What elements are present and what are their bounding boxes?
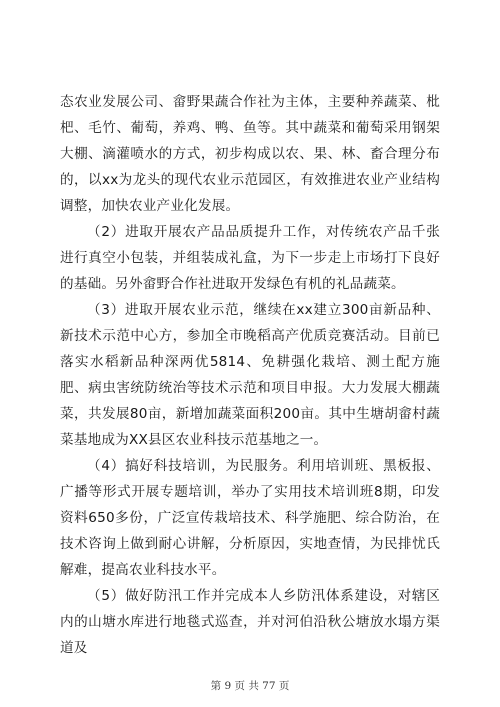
document-body [60, 89, 440, 661]
paragraph-item-4: （4）搞好科技培训，为民服务。利用培训班、黑板报、广播等形式开展专题培训，举办了实用技术培训班8期，印发资料650多份，广泛宣传栽培技术、科学施肥、综合防治，在技术咨询上做到耐心讲解，分析原因，实地查情，为民排忧氏解难，提高农业科技水平。 [60, 458, 440, 578]
paragraph-item-2: （2）进取开展农产品品质提升工作，对传统农产品千张进行真空小包装，并组装成礼盒，为下一步走上市场打下良好的基础。另外畲野合作社进取开发绿色有机的礼品蔬菜。 [60, 224, 440, 292]
paragraph-item-5: （5）做好防汛工作并完成本人乡防汛体系建设，对辖区内的山塘水库进行地毯式巡查，并对河伯沿秋公塘放水塌方渠道及 [60, 588, 440, 656]
paragraph-intro-continued: 态农业发展公司、畲野果蔬合作社为主体，主要种养蔬菜、枇杷、毛竹、葡萄，养鸡、鸭、鱼等。其中蔬菜和葡萄采用钢架大棚、滴灌喷水的方式，初步构成以农、果、林、畜合理分布的，以xx为龙头的现代农业示范园区，有效推进农业产业结构调整，加快农业产业化发展。 [60, 94, 440, 214]
paragraph-item-3: （3）进取开展农业示范，继续在xx建立300亩新品种、新技术示范中心方，参加全市晚稻高产优质竞赛活动。目前已落实水稻新品种深两优5814、免耕强化栽培、测土配方施肥、病虫害统防统治等技术示范和项目申报。大力发展大棚蔬菜，共发展80亩，新增加蔬菜面积200亩。其中生塘胡畲村蔬菜基地成为XX县区农业科技示范基地之一。 [60, 302, 440, 448]
page-number-footer: 第 9 页 共 77 页 [210, 680, 290, 692]
